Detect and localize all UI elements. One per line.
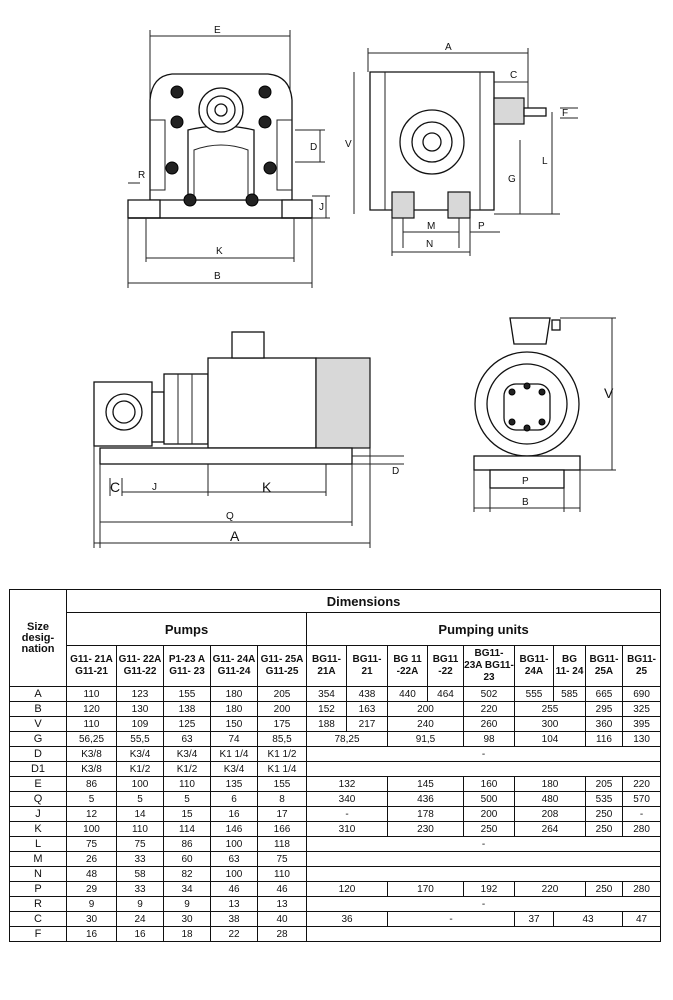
table-cell: 28 — [258, 927, 307, 942]
table-cell: 130 — [117, 702, 164, 717]
column-header: BG11- 25 — [623, 646, 661, 687]
table-cell: 110 — [258, 867, 307, 882]
table-row — [10, 897, 661, 912]
table-cell: 120 — [67, 702, 117, 717]
column-header: G11- 21A G11-21 — [67, 646, 117, 687]
table-cell: 535 — [586, 792, 623, 807]
table-cell: 208 — [515, 807, 586, 822]
table-row — [10, 927, 661, 942]
table-cell: 220 — [515, 882, 586, 897]
table-row — [10, 792, 661, 807]
table-cell: 16 — [117, 927, 164, 942]
pump-front-view — [128, 25, 330, 288]
table-cell: 91,5 — [388, 732, 464, 747]
table-cell: 155 — [258, 777, 307, 792]
row-label: M — [10, 852, 67, 867]
table-cell: 152 — [307, 702, 347, 717]
table-cell: 15 — [164, 807, 211, 822]
table-cell: 29 — [67, 882, 117, 897]
table-cell: 132 — [307, 777, 388, 792]
table-cell: 200 — [388, 702, 464, 717]
table-cell: 175 — [258, 717, 307, 732]
table-cell: K1/2 — [164, 762, 211, 777]
dim-label-j: J — [319, 202, 324, 213]
table-cell: 22 — [211, 927, 258, 942]
table-cell: 260 — [464, 717, 515, 732]
row-label: K — [10, 822, 67, 837]
dim-label-k: K — [262, 479, 272, 495]
table-cell: 138 — [164, 702, 211, 717]
table-cell — [307, 762, 661, 777]
table-cell: 255 — [515, 702, 586, 717]
table-cell: 250 — [586, 882, 623, 897]
table-cell: 180 — [211, 702, 258, 717]
table-cell: 130 — [623, 732, 661, 747]
table-cell: 26 — [67, 852, 117, 867]
table-cell: 160 — [464, 777, 515, 792]
table-cell: - — [307, 807, 388, 822]
table-cell: 104 — [515, 732, 586, 747]
table-cell: 192 — [464, 882, 515, 897]
table-cell: 43 — [554, 912, 623, 927]
table-cell: 280 — [623, 882, 661, 897]
column-header: BG11- 24A — [515, 646, 554, 687]
table-cell: 12 — [67, 807, 117, 822]
table-cell: 48 — [67, 867, 117, 882]
table-cell: 46 — [211, 882, 258, 897]
table-cell: 438 — [347, 687, 388, 702]
table-cell: 665 — [586, 687, 623, 702]
table-cell: 146 — [211, 822, 258, 837]
dim-label-r: R — [138, 170, 146, 181]
dim-label-j: J — [152, 482, 157, 493]
table-cell: K3/8 — [67, 747, 117, 762]
table-cell: 38 — [211, 912, 258, 927]
table-cell: 500 — [464, 792, 515, 807]
table-cell: 36 — [307, 912, 388, 927]
table-cell: 109 — [117, 717, 164, 732]
table-cell: 170 — [388, 882, 464, 897]
table-row — [10, 912, 661, 927]
table-cell: 690 — [623, 687, 661, 702]
table-cell: K3/8 — [67, 762, 117, 777]
table-cell: - — [307, 747, 661, 762]
dim-label-c: C — [110, 479, 121, 495]
column-header: BG11- 25A — [586, 646, 623, 687]
unit-side-view — [94, 332, 404, 548]
table-row — [10, 762, 661, 777]
table-cell: K1 1/4 — [258, 762, 307, 777]
table-cell: 63 — [164, 732, 211, 747]
row-label: J — [10, 807, 67, 822]
table-cell: 78,25 — [307, 732, 388, 747]
table-row — [10, 852, 661, 867]
table-cell: - — [388, 912, 515, 927]
table-cell: 502 — [464, 687, 515, 702]
dim-label-n: N — [426, 239, 434, 250]
row-label: D1 — [10, 762, 67, 777]
table-cell: 56,25 — [67, 732, 117, 747]
pump-side-view — [345, 42, 578, 256]
table-cell: 63 — [211, 852, 258, 867]
column-header: BG11- 21 — [347, 646, 388, 687]
table-cell: 75 — [67, 837, 117, 852]
table-row — [10, 732, 661, 747]
table-cell: 100 — [67, 822, 117, 837]
table-cell: K1 1/2 — [258, 747, 307, 762]
table-row — [10, 687, 661, 702]
row-label: C — [10, 912, 67, 927]
table-cell: 118 — [258, 837, 307, 852]
table-cell — [307, 867, 661, 882]
table-cell: 16 — [67, 927, 117, 942]
table-cell: 205 — [586, 777, 623, 792]
table-cell — [307, 852, 661, 867]
table-cell: 16 — [211, 807, 258, 822]
dim-label-d: D — [310, 142, 318, 153]
row-label: E — [10, 777, 67, 792]
table-cell: K3/4 — [211, 762, 258, 777]
table-row — [10, 747, 661, 762]
column-header: G11- 25A G11-25 — [258, 646, 307, 687]
table-cell: 40 — [258, 912, 307, 927]
table-cell: 82 — [164, 867, 211, 882]
table-cell: 9 — [67, 897, 117, 912]
table-row — [10, 882, 661, 897]
table-cell — [307, 927, 661, 942]
row-label: P — [10, 882, 67, 897]
table-cell: K1 1/4 — [211, 747, 258, 762]
table-cell: 200 — [258, 702, 307, 717]
table-cell: 100 — [211, 837, 258, 852]
table-cell: 110 — [67, 717, 117, 732]
table-cell: 33 — [117, 852, 164, 867]
dim-label-l: L — [542, 156, 548, 167]
table-cell: 280 — [623, 822, 661, 837]
table-cell: 55,5 — [117, 732, 164, 747]
table-row — [10, 837, 661, 852]
table-cell: 354 — [307, 687, 347, 702]
row-label: L — [10, 837, 67, 852]
table-cell: K1/2 — [117, 762, 164, 777]
table-cell: 180 — [211, 687, 258, 702]
table-cell: - — [623, 807, 661, 822]
dimensions-header: Dimensions — [67, 590, 661, 613]
table-cell: 37 — [515, 912, 554, 927]
table-cell: 220 — [464, 702, 515, 717]
table-cell: 250 — [464, 822, 515, 837]
table-cell: - — [307, 837, 661, 852]
table-cell: 570 — [623, 792, 661, 807]
table-cell: 9 — [117, 897, 164, 912]
table-cell: 47 — [623, 912, 661, 927]
table-cell: 33 — [117, 882, 164, 897]
table-cell: 6 — [211, 792, 258, 807]
table-cell: 100 — [117, 777, 164, 792]
column-header: G11- 22A G11-22 — [117, 646, 164, 687]
table-cell: 264 — [515, 822, 586, 837]
table-cell: 13 — [258, 897, 307, 912]
table-cell: 480 — [515, 792, 586, 807]
table-cell: 75 — [258, 852, 307, 867]
table-cell: 150 — [211, 717, 258, 732]
table-cell: 180 — [515, 777, 586, 792]
row-label: R — [10, 897, 67, 912]
dim-label-m: M — [427, 221, 436, 232]
table-cell: 295 — [586, 702, 623, 717]
table-cell: 123 — [117, 687, 164, 702]
table-cell: 200 — [464, 807, 515, 822]
table-cell: 135 — [211, 777, 258, 792]
table-cell: 114 — [164, 822, 211, 837]
column-header: BG11 -22 — [428, 646, 464, 687]
table-cell: 220 — [623, 777, 661, 792]
table-cell: 85,5 — [258, 732, 307, 747]
table-cell: 58 — [117, 867, 164, 882]
column-header: BG11- 21A — [307, 646, 347, 687]
column-header: BG 11 -22A — [388, 646, 428, 687]
table-cell: 110 — [164, 777, 211, 792]
dim-label-k: K — [216, 246, 223, 257]
table-cell: K3/4 — [117, 747, 164, 762]
table-cell: K3/4 — [164, 747, 211, 762]
table-cell: 300 — [515, 717, 586, 732]
table-cell: 360 — [586, 717, 623, 732]
row-label: A — [10, 687, 67, 702]
table-cell: 440 — [388, 687, 428, 702]
dim-label-a: A — [230, 528, 240, 544]
table-cell: 178 — [388, 807, 464, 822]
table-cell: 46 — [258, 882, 307, 897]
table-cell: 155 — [164, 687, 211, 702]
table-cell: 86 — [164, 837, 211, 852]
table-cell: 9 — [164, 897, 211, 912]
table-cell: 230 — [388, 822, 464, 837]
table-cell: 116 — [586, 732, 623, 747]
table-cell: 60 — [164, 852, 211, 867]
table-cell: 250 — [586, 822, 623, 837]
table-cell: 5 — [67, 792, 117, 807]
column-header-row — [10, 646, 661, 687]
table-row — [10, 777, 661, 792]
table-cell: 100 — [211, 867, 258, 882]
table-row — [10, 822, 661, 837]
pumping-units-header: Pumping units — [307, 613, 661, 646]
unit-front-view — [474, 318, 616, 512]
table-cell: 8 — [258, 792, 307, 807]
column-header: BG 11- 24 — [554, 646, 586, 687]
table-cell: 24 — [117, 912, 164, 927]
pumps-header: Pumps — [67, 613, 307, 646]
table-body — [10, 687, 661, 942]
row-label: F — [10, 927, 67, 942]
table-cell: 13 — [211, 897, 258, 912]
table-row — [10, 867, 661, 882]
table-cell: 5 — [117, 792, 164, 807]
table-cell: 464 — [428, 687, 464, 702]
table-cell: 30 — [164, 912, 211, 927]
table-cell: 585 — [554, 687, 586, 702]
table-cell: 98 — [464, 732, 515, 747]
table-row — [10, 717, 661, 732]
dim-label-c: C — [510, 70, 518, 81]
table-cell: 436 — [388, 792, 464, 807]
dim-label-b: B — [522, 497, 529, 508]
table-cell: 310 — [307, 822, 388, 837]
dim-label-f: F — [562, 108, 569, 119]
row-label: B — [10, 702, 67, 717]
table-cell: 120 — [307, 882, 388, 897]
dim-label-a: A — [445, 42, 452, 53]
dim-label-p: P — [522, 476, 529, 487]
table-cell: 75 — [117, 837, 164, 852]
row-label: N — [10, 867, 67, 882]
column-header: G11- 24A G11-24 — [211, 646, 258, 687]
table-cell: 145 — [388, 777, 464, 792]
dim-label-v: V — [604, 385, 614, 401]
table-cell: 166 — [258, 822, 307, 837]
table-cell: 217 — [347, 717, 388, 732]
table-cell: 125 — [164, 717, 211, 732]
row-label: G — [10, 732, 67, 747]
table-cell: 240 — [388, 717, 464, 732]
table-cell: 250 — [586, 807, 623, 822]
table-cell: 555 — [515, 687, 554, 702]
table-cell: - — [307, 897, 661, 912]
table-cell: 86 — [67, 777, 117, 792]
row-label: D — [10, 747, 67, 762]
size-designation-header: Size desig- nation — [10, 590, 67, 687]
table-cell: 110 — [117, 822, 164, 837]
dimensions-table — [9, 589, 661, 942]
table-cell: 74 — [211, 732, 258, 747]
table-row — [10, 807, 661, 822]
table-cell: 188 — [307, 717, 347, 732]
row-label: V — [10, 717, 67, 732]
table-cell: 34 — [164, 882, 211, 897]
dim-label-v: V — [345, 139, 352, 150]
dim-label-e: E — [214, 25, 221, 36]
table-cell: 110 — [67, 687, 117, 702]
row-label: Q — [10, 792, 67, 807]
table-cell: 340 — [307, 792, 388, 807]
table-cell: 163 — [347, 702, 388, 717]
column-header: P1-23 A G11- 23 — [164, 646, 211, 687]
table-cell: 18 — [164, 927, 211, 942]
dim-label-d: D — [392, 466, 400, 477]
table-cell: 5 — [164, 792, 211, 807]
table-cell: 30 — [67, 912, 117, 927]
table-cell: 14 — [117, 807, 164, 822]
dim-label-b: B — [214, 271, 221, 282]
table-cell: 395 — [623, 717, 661, 732]
dim-label-p: P — [478, 221, 485, 232]
table-cell: 325 — [623, 702, 661, 717]
table-cell: 205 — [258, 687, 307, 702]
table-cell: 17 — [258, 807, 307, 822]
column-header: BG11- 23A BG11-23 — [464, 646, 515, 687]
dim-label-q: Q — [226, 511, 234, 522]
dim-label-g: G — [508, 174, 516, 185]
table-row — [10, 702, 661, 717]
